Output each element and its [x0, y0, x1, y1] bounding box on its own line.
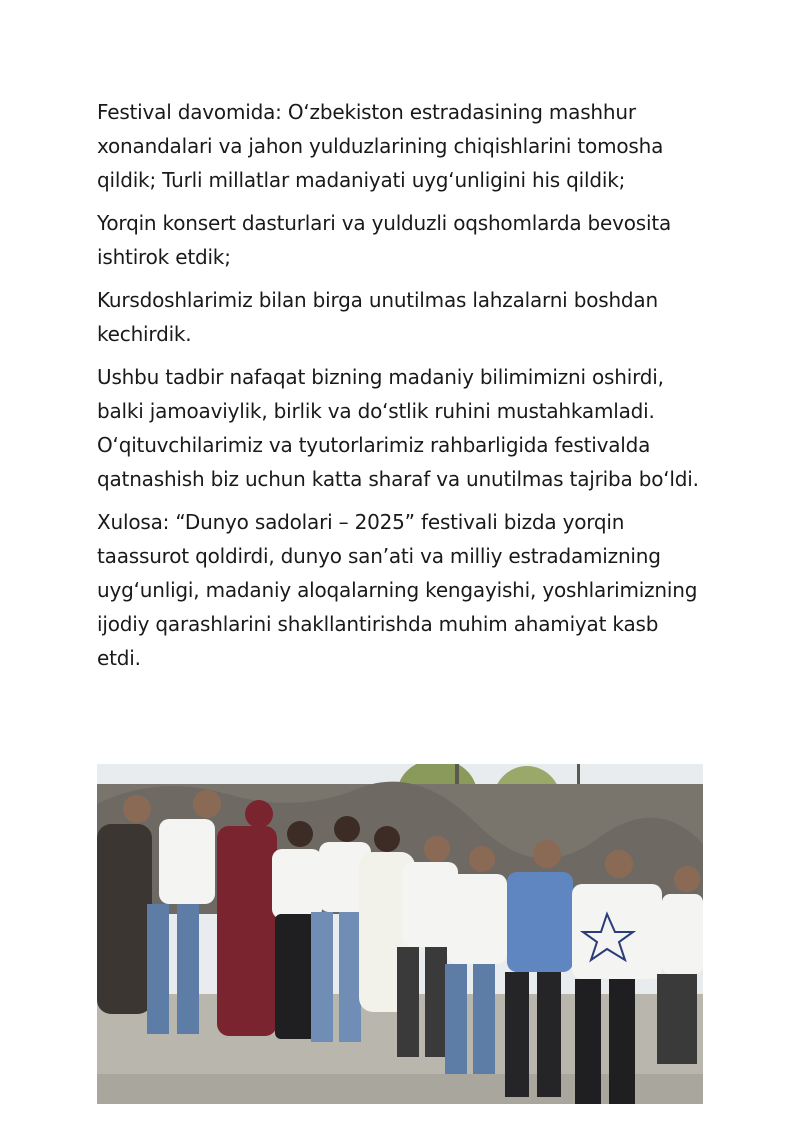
paragraph-concert-programs: Yorqin konsert dasturlari va yulduzli oqshomlarda bevosita ishtirok etdik;	[97, 211, 672, 269]
paragraph-conclusion: Xulosa: “Dunyo sadolari – 2025” festivali bizda yorqin taassurot qoldirdi, dunyo san’ati va milliy estradamizning uyg‘unligi, madaniy aloqalarning kengayishi, yoshlarimizning ijodiy qarashlarini shakllantirishda muhim ahamiyat kasb etdi.	[97, 510, 698, 670]
group-photo-illustration	[97, 764, 703, 1104]
paragraph-unforgettable-moments: Kursdoshlarimiz bilan birga unutilmas lahzalarni boshdan kechirdik.	[97, 288, 658, 346]
group-photo	[97, 764, 703, 1104]
paragraph-festival-highlights: Festival davomida: O‘zbekiston estradasining mashhur xonandalari va jahon yulduzlarining chiqishlarini tomosha qildik; Turli millatlar madaniyati uyg‘unligini his qildik;	[97, 100, 664, 192]
document-body	[97, 95, 703, 684]
paragraph-event-impact: Ushbu tadbir nafaqat bizning madaniy bilimimizni oshirdi, balki jamoaviylik, birlik va do‘stlik ruhini mustahkamladi. O‘qituvchilarimiz va tyutorlarimiz rahbarligida festivalda qatnashish biz uchun katta sharaf va unutilmas tajriba bo‘ldi.	[97, 365, 699, 491]
